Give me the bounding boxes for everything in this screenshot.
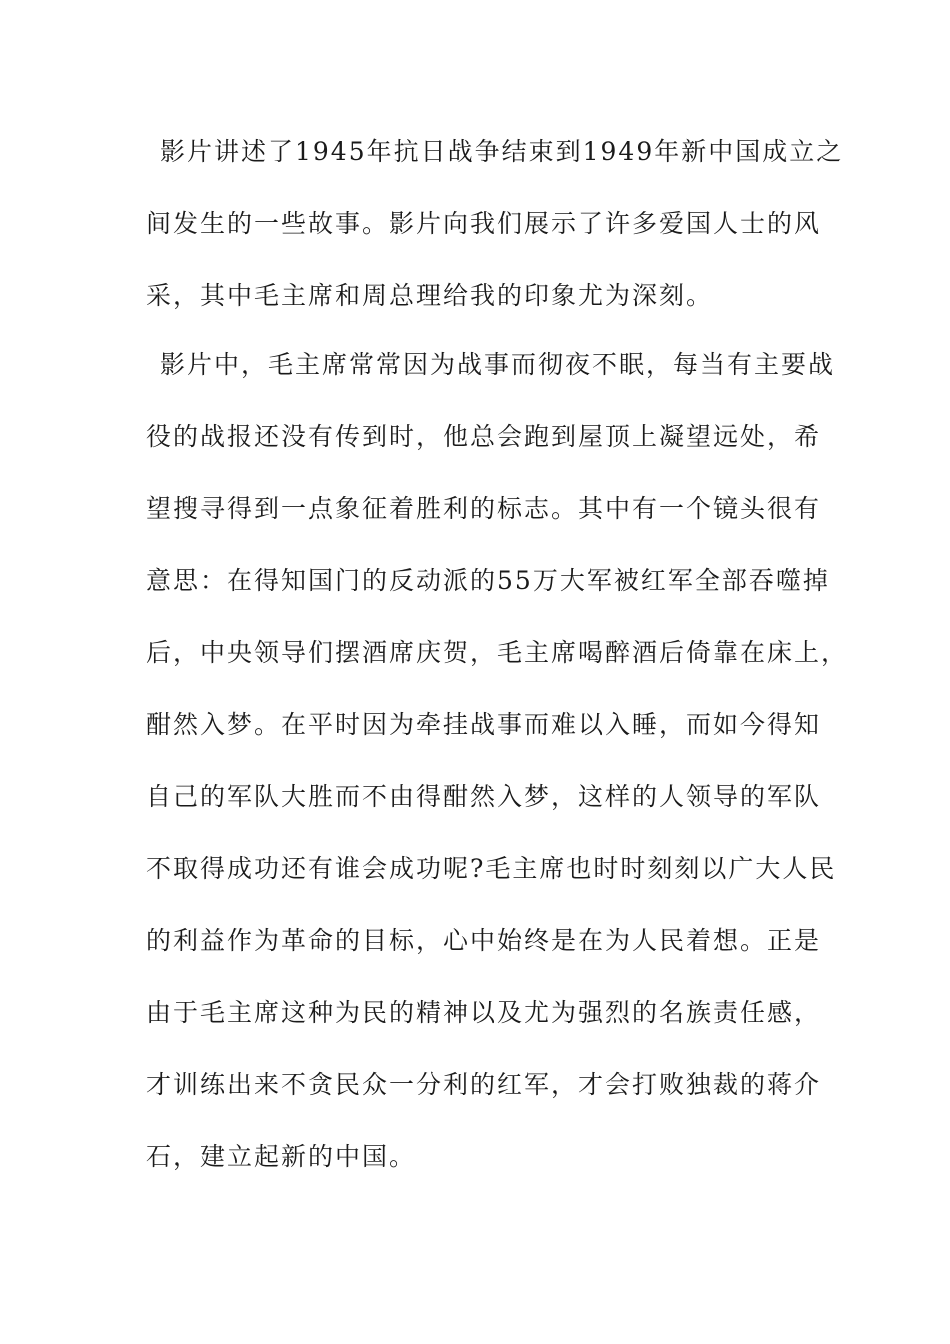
text-line: 望搜寻得到一点象征着胜利的标志。其中有一个镜头很有 — [146, 494, 822, 523]
text-line: 后，中央领导们摆酒席庆贺，毛主席喝醉酒后倚靠在床上， — [146, 638, 849, 667]
text-line: 酣然入梦。在平时因为牵挂战事而难以入睡，而如今得知 — [146, 710, 822, 739]
text-line: 不取得成功还有谁会成功呢?毛主席也时时刻刻以广大人民 — [146, 854, 837, 883]
text-line: 影片中，毛主席常常因为战事而彻夜不眠，每当有主要战 — [160, 350, 836, 379]
text-line: 役的战报还没有传到时，他总会跑到屋顶上凝望远处，希 — [146, 422, 822, 451]
text-line: 采，其中毛主席和周总理给我的印象尤为深刻。 — [146, 281, 714, 310]
text-line: 自己的军队大胜而不由得酣然入梦，这样的人领导的军队 — [146, 782, 822, 811]
text-line: 意思：在得知国门的反动派的55万大军被红军全部吞噬掉 — [146, 566, 830, 595]
text-line: 的利益作为革命的目标，心中始终是在为人民着想。正是 — [146, 926, 822, 955]
text-line: 由于毛主席这种为民的精神以及尤为强烈的名族责任感， — [146, 998, 822, 1027]
text-line: 间发生的一些故事。影片向我们展示了许多爱国人士的风 — [146, 209, 822, 238]
text-line: 石，建立起新的中国。 — [146, 1142, 417, 1171]
text-line: 影片讲述了1945年抗日战争结束到1949年新中国成立之 — [160, 137, 844, 166]
text-line: 才训练出来不贪民众一分利的红军，才会打败独裁的蒋介 — [146, 1070, 822, 1099]
